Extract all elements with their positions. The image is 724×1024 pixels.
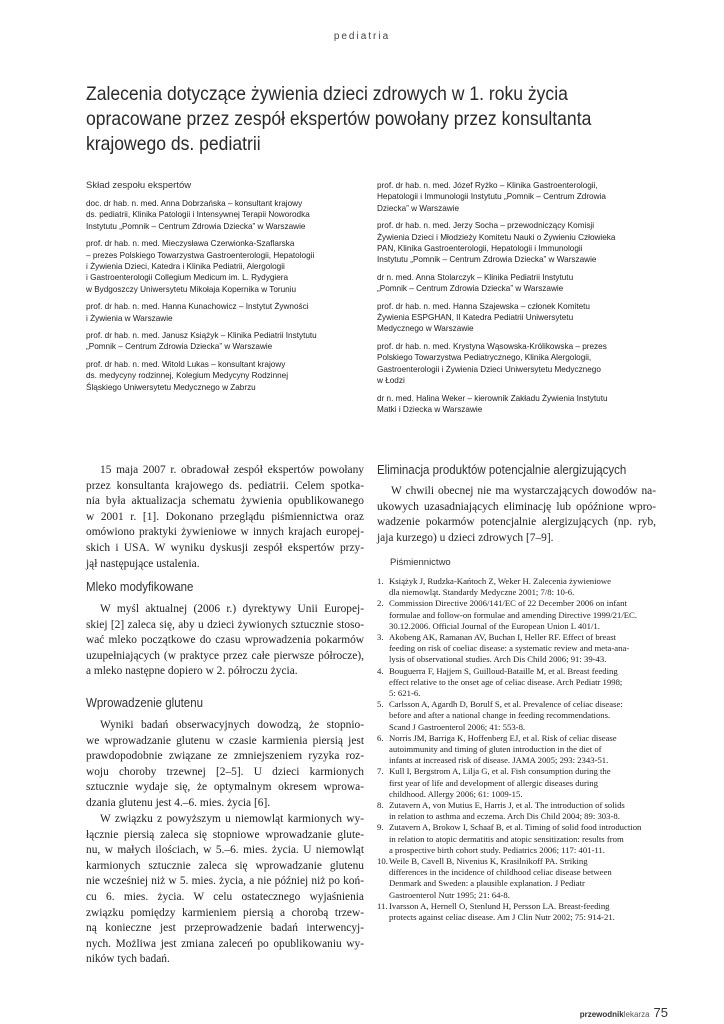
reference-line: feeding on risk of coeliac disease: a systematic review and meta-ana-: [389, 643, 630, 654]
text-line: jął następujące ustalenia.: [86, 557, 200, 570]
expert-line: „Pomnik – Centrum Zdrowia Dziecka” w Warszawie: [377, 284, 564, 294]
expert-line: Żywienia ESPGHAN, II Katedra Pediatrii Uniwersytetu: [377, 313, 574, 323]
expert-line: prof. dr hab. n. med. Janusz Książyk – Klinika Pediatrii Instytutu: [86, 331, 317, 341]
expert-line: prof. dr hab. n. med. Mieczysława Czerwionka-Szaflarska: [86, 239, 295, 249]
reference-line: Książyk J, Rudzka-Kańtoch Z, Weker H. Zalecenia żywieniowe: [389, 576, 612, 586]
expert-line: prof. dr hab. n. med. Hanna Szajewska – członek Komitetu: [377, 301, 590, 311]
expert-line: prof. dr hab. n. med. Józef Ryżko – Klinika Gastroenterologii,: [377, 181, 598, 190]
expert-line: prof. dr hab. n. med. Jerzy Socha – przewodniczący Komisji: [377, 221, 595, 231]
text-line: związku pomiędzy karmieniem piersią a chorobą trzew-: [86, 906, 364, 919]
expert-line: Instytutu „Pomnik – Centrum Zdrowia Dziecka” w Warszawie: [377, 255, 597, 265]
intro-paragraph: [86, 463, 364, 572]
reference-item: [377, 733, 657, 767]
text-line: łącznie piersią zaleca się stopniowe wprowadzanie glute-: [86, 828, 364, 841]
text-line: sztucznie wydaje się, że optymalnym okresem wprowa-: [86, 781, 364, 794]
expert-line: i Żywienia Dzieci, Katedra i Klinika Pediatrii, Alergologii: [86, 262, 285, 272]
allergen-heading: Eliminacja produktów potencjalnie alergizujących: [377, 463, 627, 477]
reference-line: Scand J Gastroenterol 2006; 41: 553-8.: [389, 721, 526, 732]
reference-line: formulae and follow-on formulae and amending Directive 1999/21/EC.: [389, 609, 638, 620]
expert-entry: [377, 180, 667, 214]
expert-entry: [86, 330, 376, 353]
expert-line: Dziecka” w Warszawie: [377, 203, 460, 213]
expert-entry: [377, 272, 667, 295]
reference-line: effect relative to the onset age of celiac disease. Arch Pediatr 1998;: [389, 676, 623, 687]
expert-line: prof. dr hab. n. med. Hanna Kunachowicz – Instytut Żywności: [86, 302, 309, 312]
reference-line: Weile B, Cavell B, Nivenius K, Krasilnikoff PA. Striking: [389, 856, 588, 867]
reference-number: 8.: [377, 800, 384, 811]
reference-item: [377, 766, 657, 800]
expert-line: i Gastroenterologii Collegium Medicum im. L. Rydygiera: [86, 273, 289, 283]
expert-entry: [377, 220, 667, 266]
reference-line: protects against celiac disease. Am J Clin Nutr 2002; 75: 914-21.: [389, 912, 615, 923]
gluten-heading: Wprowadzenie glutenu: [86, 696, 203, 710]
text-line: ukowych uzasadniających eliminację lub opóźnione wpro-: [377, 500, 656, 513]
reference-item: [377, 800, 657, 822]
reference-number: 5.: [377, 699, 384, 710]
page-number: 75: [653, 1005, 668, 1020]
text-line: nia była aktualizacja schematu żywienia opublikowanego: [86, 495, 364, 508]
reference-line: infants at increased risk of disease. JAMA 2005; 293: 2343-51.: [389, 755, 609, 766]
expert-entry: [86, 359, 376, 393]
references-heading: Piśmiennictwo: [390, 557, 451, 568]
experts-right-column: [377, 180, 667, 421]
expert-line: PAN, Klinika Gastroenterologii, Hepatologii i Immunologii: [377, 244, 583, 254]
reference-item: [377, 856, 657, 901]
reference-line: Denmark and Sweden: a plausible explanation. J Pediatr: [389, 878, 585, 889]
expert-line: ds. medycyny rodzinnej, Kolegium Medycyny Rodzinnej: [86, 371, 289, 381]
expert-line: w Łodzi: [377, 376, 405, 386]
text-line: cu 6. mies. życia. W celu ostatecznego wyjaśnienia: [86, 890, 364, 903]
reference-number: 10.: [377, 856, 388, 867]
reference-line: Akobeng AK, Ramanan AV, Buchan I, Heller RF. Effect of breast: [389, 632, 617, 643]
text-line: nie wcześniej niż w 5. mies. życia, a nie później niż po koń-: [86, 875, 364, 888]
reference-item: [377, 576, 657, 598]
expert-entry: [86, 301, 376, 324]
text-line: w 2001 r. [1]. Dokonano przeglądu piśmiennictwa oraz: [86, 510, 364, 523]
expert-line: ds. pediatrii, Klinika Patologii i Intensywnej Terapii Noworodka: [86, 210, 310, 220]
expert-line: i Żywienia w Warszawie: [86, 313, 173, 323]
text-line: W związku z powyższym u niemowląt karmionych wy-: [100, 813, 364, 825]
reference-line: Carlsson A, Agardh D, Borulf S, et al. Prevalence of celiac disease:: [389, 699, 623, 710]
text-line: uzupełniających (w praktyce przez całe pierwsze półrocze),: [86, 649, 364, 662]
gluten-paragraph-1: [86, 718, 364, 812]
expert-line: Śląskiego Uniwersytetu Medycznego w Zabrzu: [86, 382, 256, 392]
expert-line: prof. dr hab. n. med. Krystyna Wąsowska-Królikowska – prezes: [377, 341, 607, 351]
milk-paragraph: [86, 602, 364, 680]
text-line: woju choroby trzewnej [2–5]. U dzieci karmionych: [86, 765, 364, 778]
reference-item: [377, 901, 657, 923]
reference-number: 7.: [377, 766, 384, 777]
reference-line: Gastroenterol Nutr 1995; 21: 64-8.: [389, 889, 510, 900]
text-line: nu, w małych ilościach, w 5.–6. mies. życia. U niemowląt: [86, 844, 364, 857]
expert-entry: [86, 238, 376, 295]
text-line: skiej [2] zaleca się, aby u dzieci żywionych sztucznie stoso-: [86, 618, 364, 631]
expert-line: Matki i Dziecka w Warszawie: [377, 404, 483, 414]
text-line: 15 maja 2007 r. obradował zespół ekspertów powołany: [100, 464, 364, 476]
expert-line: Żywienia Dzieci i Młodzieży Komitetu Nauki o Żywieniu Człowieka: [377, 232, 616, 242]
expert-line: Polskiego Towarzystwa Pediatrycznego, Klinika Alergologii,: [377, 353, 592, 363]
text-line: W myśl aktualnej (2006 r.) dyrektywy Unii Europej-: [100, 603, 364, 615]
reference-line: lysis of observational studies. Arch Dis Child 2006; 91: 39-43.: [389, 654, 607, 665]
journal-brand-bold: przewodnik: [579, 1010, 624, 1019]
text-line: W chwili obecnej nie ma wystarczających dowodów na-: [391, 485, 656, 497]
reference-line: differences in the incidence of childhood celiac disease between: [389, 867, 612, 878]
title-line: Zalecenia dotyczące żywienia dzieci zdrowych w 1. roku życia: [86, 83, 568, 105]
page-footer: [580, 1004, 668, 1022]
reference-item: [377, 632, 657, 666]
text-line: jaja kurzego) u dzieci zdrowych [7–9].: [377, 531, 554, 544]
text-line: a mleko następne dopiero w 2. półroczu życia.: [86, 665, 298, 678]
text-line: ną konieczne jest przeprowadzenie badań interwencyj-: [86, 922, 364, 935]
allergen-paragraph: [377, 484, 656, 546]
text-line: prawdopodobnie związane ze zmniejszeniem ryzyka roz-: [86, 750, 364, 763]
expert-line: – prezes Polskiego Towarzystwa Gastroenterologii, Hepatologii: [86, 250, 315, 260]
milk-heading: Mleko modyfikowane: [86, 580, 194, 594]
reference-line: first year of life and development of allergic diseases during: [389, 777, 598, 788]
experts-left-column: [86, 198, 376, 399]
expert-line: prof. dr hab. n. med. Witold Lukas – konsultant krajowy: [86, 359, 286, 369]
expert-line: Instytutu „Pomnik – Centrum Zdrowia Dziecka” w Warszawie: [86, 221, 306, 231]
reference-item: [377, 822, 657, 856]
expert-line: Medycznego w Warszawie: [377, 324, 474, 334]
reference-number: 9.: [377, 822, 384, 833]
expert-line: w Bydgoszczy Uniwersytetu Mikołaja Kopernika w Toruniu: [86, 284, 297, 294]
text-line: przez konsultanta krajowego ds. pediatrii. Celem spotka-: [86, 479, 364, 492]
expert-entry: [86, 198, 376, 232]
reference-line: 30.12.2006. Official Journal of the European Union L 401/1.: [389, 620, 600, 631]
reference-number: 4.: [377, 665, 384, 676]
reference-line: Bouguerra F, Hajjem S, Guilloud-Bataille M, et al. Breast feeding: [389, 665, 618, 676]
expert-line: Hepatologii i Immunologii Instytutu „Pomnik – Centrum Zdrowia: [377, 192, 606, 202]
text-line: wadzenie pokarmów potencjalnie alergizujących (np. ryb,: [377, 516, 656, 529]
reference-number: 1.: [377, 576, 384, 586]
reference-line: Ivarsson A, Hernell O, Stenlund H, Persson LA. Breast-feeding: [389, 900, 610, 911]
expert-line: dr n. med. Anna Stolarczyk – Klinika Pediatrii Instytutu: [377, 272, 574, 282]
expert-entry: [377, 393, 667, 416]
text-line: nych. Możliwa jest zmiana zaleceń po opublikowaniu wy-: [86, 937, 364, 950]
reference-line: dla niemowląt. Standardy Medyczne 2001; 7/8: 10-6.: [389, 587, 575, 598]
text-line: wać mleko początkowe do czasu wprowadzenia pokarmów: [86, 634, 364, 647]
reference-number: 2.: [377, 598, 384, 609]
text-line: omówiono praktyki żywieniowe w innych krajach europej-: [86, 526, 364, 539]
text-line: dzania glutenu jest 4.–6. mies. życia [6].: [86, 796, 271, 809]
experts-heading: Skład zespołu ekspertów: [86, 180, 192, 191]
expert-line: dr n. med. Halina Weker – kierownik Zakładu Żywienia Instytutu: [377, 393, 608, 403]
reference-line: 5: 621-6.: [389, 688, 421, 699]
reference-item: [377, 598, 657, 632]
reference-line: in relation to atopic dermatitis and atopic sensitization: results from: [389, 833, 624, 844]
title-line: krajowego ds. pediatrii: [86, 133, 261, 155]
text-line: karmionych sztucznie zaleca się wprowadzanie glutenu: [86, 859, 364, 872]
text-line: ników tych badań.: [86, 953, 170, 966]
section-tag: pediatria: [333, 31, 391, 42]
reference-line: Zutavern A, von Mutius E, Harris J, et al. The introduction of solids: [389, 800, 625, 811]
reference-line: Zutavern A, Brokow I, Schaaf B, et al. Timing of solid food introduction: [389, 822, 642, 833]
reference-line: autoimmunity and timing of gluten introduction in the diet of: [389, 744, 602, 755]
reference-item: [377, 666, 657, 700]
reference-number: 3.: [377, 632, 384, 643]
text-line: skich i USA. W wyniku dyskusji zespół ekspertów przy-: [86, 541, 364, 554]
expert-entry: [377, 341, 667, 387]
reference-number: 11.: [377, 900, 388, 911]
expert-line: doc. dr hab. n. med. Anna Dobrzańska – konsultant krajowy: [86, 199, 303, 208]
reference-item: [377, 699, 657, 733]
reference-number: 6.: [377, 732, 384, 743]
reference-line: in relation to asthma and eczema. Arch Dis Child 2004; 89: 303-8.: [389, 811, 620, 822]
title-line: opracowane przez zespół ekspertów powołany przez konsultanta: [86, 108, 592, 130]
expert-line: „Pomnik – Centrum Zdrowia Dziecka” w Warszawie: [86, 342, 273, 352]
references-list: [377, 576, 657, 923]
article-title: [86, 82, 590, 157]
expert-entry: [377, 301, 667, 335]
reference-line: a prospective birth cohort study. Pediatrics 2006; 117: 401-11.: [389, 844, 605, 855]
gluten-paragraph-2: [86, 812, 364, 968]
expert-line: Gastroenterologii i Żywienia Dzieci Uniwersytetu Medycznego: [377, 364, 601, 374]
reference-line: Kull I, Bergstrom A, Lilja G, et al. Fish consumption during the: [389, 766, 611, 777]
journal-brand-light: lekarza: [623, 1010, 650, 1019]
reference-line: childhood. Allergy 2006; 61: 1009-15.: [389, 788, 523, 799]
reference-line: Commission Directive 2006/141/EC of 22 December 2006 on infant: [389, 598, 627, 609]
text-line: Wyniki badań obserwacyjnych dowodzą, że stopnio-: [100, 719, 364, 731]
reference-line: Norris JM, Barriga K, Hoffenberg EJ, et al. Risk of celiac disease: [389, 732, 617, 743]
text-line: we wprowadzanie glutenu w czasie karmienia piersią jest: [86, 734, 364, 747]
reference-line: before and after a national change in feeding recommendations.: [389, 710, 611, 721]
